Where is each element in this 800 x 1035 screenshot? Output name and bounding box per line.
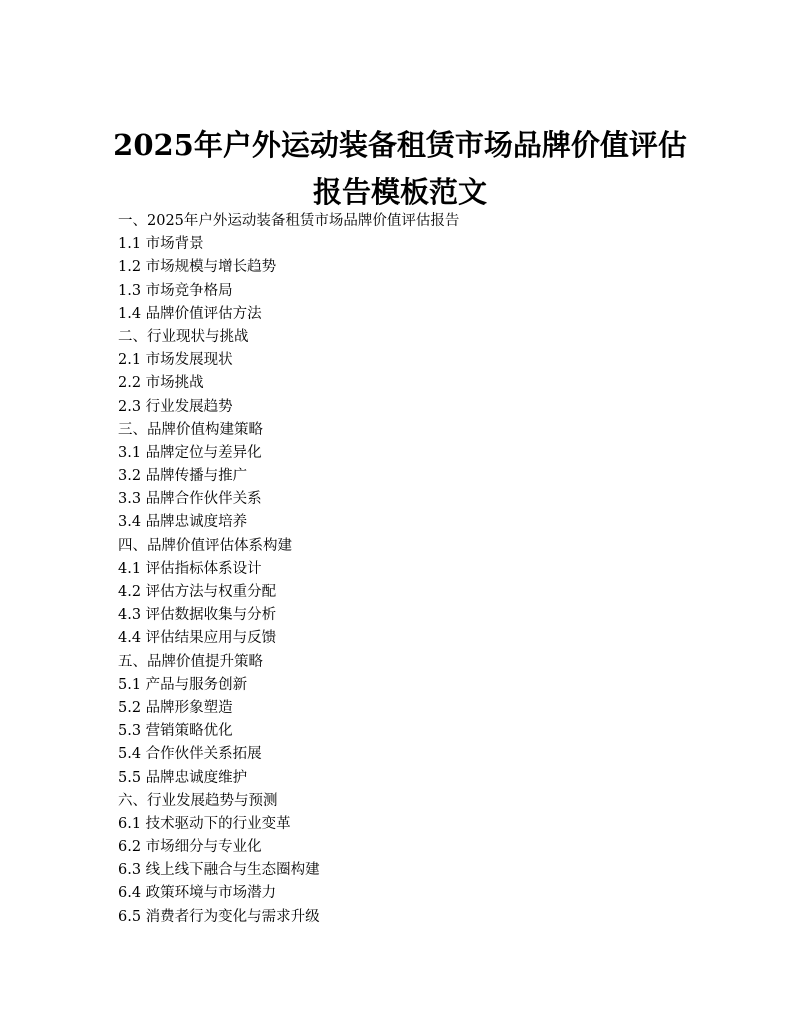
toc-item: 5.3 营销策略优化	[118, 723, 233, 740]
toc-item: 6.3 线上线下融合与生态圈构建	[118, 862, 320, 879]
toc-item: 1.1 市场背景	[118, 236, 204, 253]
toc-item: 三、品牌价值构建策略	[118, 421, 263, 438]
toc-item: 5.1 产品与服务创新	[118, 676, 248, 693]
toc-item: 4.4 评估结果应用与反馈	[118, 630, 277, 647]
toc-item: 2.2 市场挑战	[118, 375, 204, 392]
table-of-contents	[118, 210, 758, 929]
toc-item: 4.2 评估方法与权重分配	[118, 584, 277, 600]
toc-item: 3.3 品牌合作伙伴关系	[118, 491, 262, 508]
toc-item: 1.2 市场规模与增长趋势	[118, 259, 277, 276]
toc-item: 3.1 品牌定位与差异化	[118, 444, 262, 461]
document-title-line-1: 2025年户外运动装备租赁市场品牌价值评估	[113, 128, 687, 162]
toc-item: 六、行业发展趋势与预测	[118, 792, 278, 809]
toc-item: 四、品牌价值评估体系构建	[118, 537, 292, 554]
toc-item: 2.3 行业发展趋势	[118, 398, 233, 415]
toc-item: 4.3 评估数据收集与分析	[118, 607, 277, 624]
toc-item: 6.2 市场细分与专业化	[118, 839, 262, 856]
toc-item: 3.2 品牌传播与推广	[118, 468, 248, 485]
toc-item: 5.5 品牌忠诚度维护	[118, 769, 248, 786]
toc-item: 5.2 品牌形象塑造	[118, 699, 233, 716]
toc-item: 五、品牌价值提升策略	[118, 653, 263, 670]
toc-item: 一、2025年户外运动装备租赁市场品牌价值评估报告	[118, 213, 460, 229]
toc-item: 6.5 消费者行为变化与需求升级	[118, 908, 320, 925]
toc-item: 1.3 市场竞争格局	[118, 282, 233, 299]
toc-item: 2.1 市场发展现状	[118, 352, 233, 369]
toc-item: 6.4 政策环境与市场潜力	[118, 885, 277, 902]
toc-item: 5.4 合作伙伴关系拓展	[118, 746, 262, 763]
document-title-line-2: 报告模板范文	[312, 175, 487, 209]
toc-item: 1.4 品牌价值评估方法	[118, 305, 262, 322]
toc-item: 3.4 品牌忠诚度培养	[118, 514, 248, 531]
toc-item: 二、行业现状与挑战	[118, 328, 249, 345]
toc-item: 4.1 评估指标体系设计	[118, 560, 262, 577]
toc-item: 6.1 技术驱动下的行业变革	[118, 815, 291, 832]
